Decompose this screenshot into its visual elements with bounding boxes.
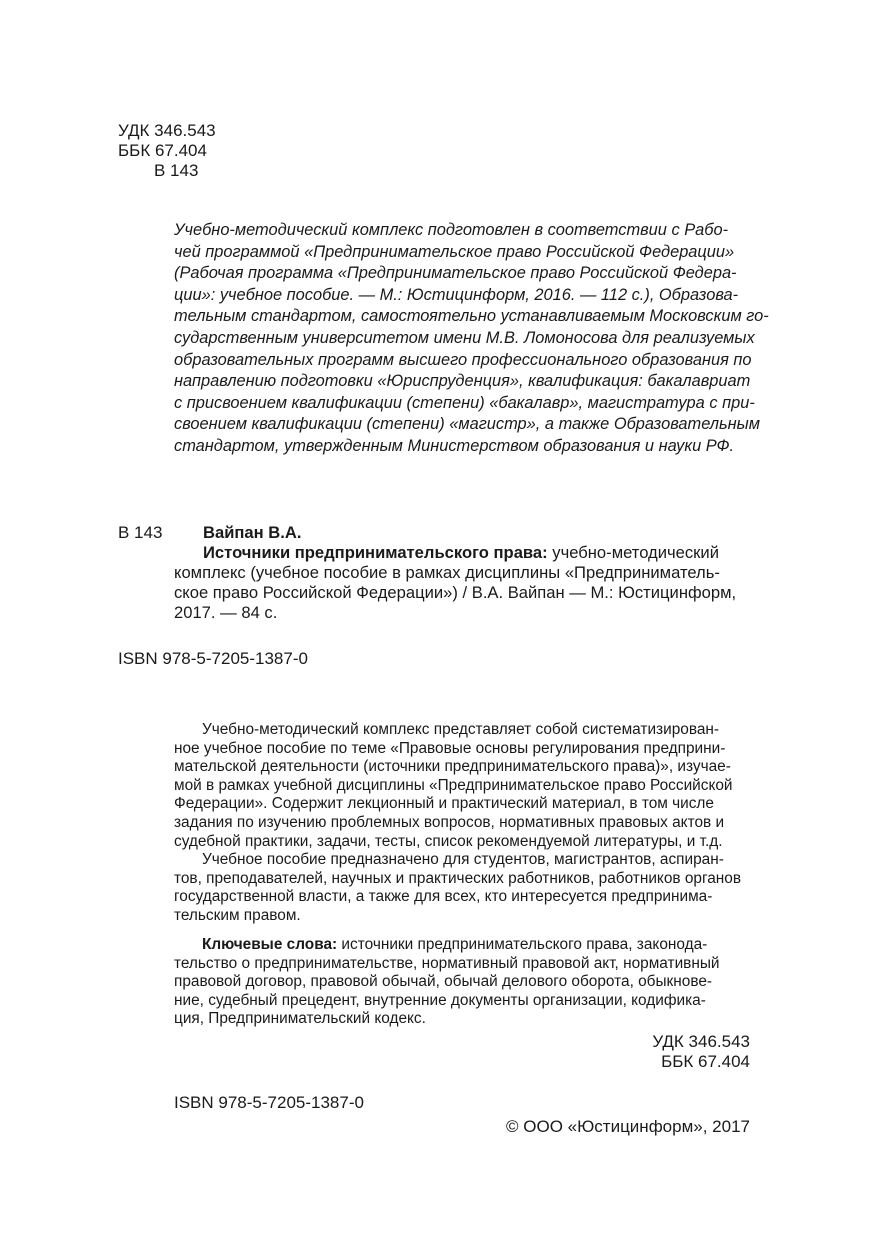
description-line: судебной практики, задачи, тесты, список рекомендуемой литературы, и т.д. <box>174 832 723 850</box>
keywords-line: правовой договор, правовой обычай, обычай делового оборота, обыкнове- <box>174 973 713 991</box>
bibliography-title: Источники предпринимательского права: <box>203 543 548 562</box>
annotation-paragraph <box>174 220 769 458</box>
bibliography-heading <box>203 523 719 563</box>
author-mark: В 143 <box>154 161 199 180</box>
description-line: Учебное пособие предназначено для студентов, магистрантов, аспиран- <box>202 851 724 869</box>
bibliography-line: комплекс (учебное пособие в рамках дисциплины «Предприниматель- <box>174 563 720 582</box>
annotation-line: образовательных программ высшего профессионального образования по <box>174 350 752 369</box>
classification-codes <box>118 121 216 181</box>
annotation-line: стандартом, утвержденным Министерством образования и науки РФ. <box>174 436 735 455</box>
keywords-line: ние, судебный прецедент, внутренние документы организации, кодифика- <box>174 991 706 1009</box>
footer-bbk: ББК 67.404 <box>661 1052 750 1071</box>
copyright: © ООО «Юстицинформ», 2017 <box>506 1117 750 1136</box>
description-line: ное учебное пособие по теме «Правовые основы регулирования предприни- <box>174 739 726 757</box>
description-line: задания по изучению проблемных вопросов, нормативных правовых актов и <box>174 813 725 831</box>
annotation-line: тельным стандартом, самостоятельно устанавливаемым Московским го- <box>174 307 769 326</box>
bibliography-title-rest: учебно-методический <box>547 543 719 562</box>
footer-isbn: ISBN 978-5-7205-1387-0 <box>174 1093 364 1112</box>
description-line: мой в рамках учебной дисциплины «Предпринимательское право Российской <box>174 776 733 794</box>
keywords-line: ция, Предпринимательский кодекс. <box>174 1010 426 1028</box>
bibliography-line: 2017. — 84 с. <box>174 603 278 622</box>
annotation-line: ции»: учебное пособие. — М.: Юстицинформ, 2016. — 112 с.), Образова- <box>174 285 739 304</box>
description-line: государственной власти, а также для всех, кто интересуется предпринима- <box>174 888 713 906</box>
annotation-line: своением квалификации (степени) «магистр», а также Образовательным <box>174 415 760 434</box>
keywords-label: Ключевые слова: <box>202 936 338 953</box>
keywords-line: тельство о предпринимательстве, нормативный правовой акт, нормативный <box>174 954 720 972</box>
udk-code: УДК 346.543 <box>118 121 216 140</box>
bibliography-code: В 143 <box>118 523 163 542</box>
annotation-line: с присвоением квалификации (степени) «бакалавр», магистратура с при- <box>174 393 755 412</box>
bbk-code: ББК 67.404 <box>118 141 207 160</box>
footer-codes <box>652 1032 750 1072</box>
annotation-line: Учебно-методический комплекс подготовлен в соответствии с Рабо- <box>174 221 729 239</box>
description-line: Учебно-методический комплекс представляет собой систематизирован- <box>202 721 720 738</box>
description-line: мательской деятельности (источники предпринимательского права)», изучае- <box>174 758 731 776</box>
bibliography-line: ское право Российской Федерации») / В.А. Вайпан — М.: Юстицинформ, <box>174 583 737 602</box>
isbn-top: ISBN 978-5-7205-1387-0 <box>118 649 308 668</box>
bibliography-continuation <box>174 563 736 623</box>
description-line: тов, преподавателей, научных и практических работников, работников органов <box>174 869 742 887</box>
annotation-line: чей программой «Предпринимательское право Российской Федерации» <box>174 242 735 261</box>
description-paragraph <box>174 721 741 926</box>
annotation-line: направлению подготовки «Юриспруденция», квалификация: бакалавриат <box>174 372 751 391</box>
bibliography-author: Вайпан В.А. <box>203 523 302 542</box>
annotation-line: (Рабочая программа «Предпринимательское право Российской Федера- <box>174 264 737 283</box>
description-line: тельским правом. <box>174 906 301 924</box>
keywords-paragraph <box>174 936 720 1029</box>
keywords-line: источники предпринимательского права, законода- <box>337 936 708 953</box>
annotation-line: сударственным университетом имени М.В. Ломоносова для реализуемых <box>174 328 755 347</box>
description-line: Федерации». Содержит лекционный и практический материал, в том числе <box>174 795 714 813</box>
footer-udk: УДК 346.543 <box>652 1032 750 1051</box>
